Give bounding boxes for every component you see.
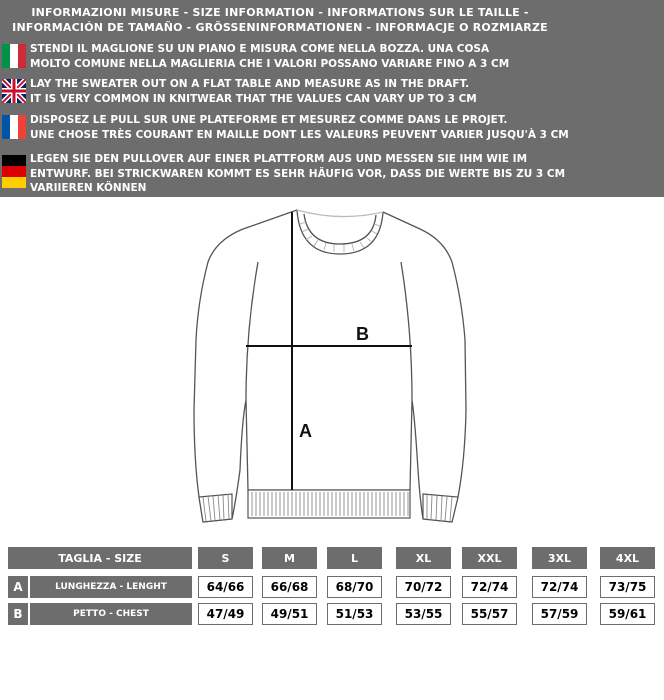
size-col-m: M [262, 547, 317, 569]
size-col-l: L [327, 547, 382, 569]
measure-label-a: A [299, 421, 312, 441]
size-col-4xl: 4XL [600, 547, 655, 569]
english-line-1: LAY THE SWEATER OUT ON A FLAT TABLE AND MEASURE AS IN THE DRAFT. [30, 78, 470, 90]
banner-title-line2: INFORMACIÓN DE TAMAÑO - GRÖSSENINFORMATIONEN - INFORMACJE O ROZMIARZE [12, 21, 548, 34]
collar-ribbing [300, 222, 380, 252]
sweater-outline [194, 210, 466, 522]
size-col-s: S [198, 547, 253, 569]
uk-flag-icon [2, 79, 26, 103]
length-m: 66/68 [262, 576, 317, 598]
size-header-label: TAGLIA - SIZE [8, 547, 192, 569]
german-line-3: VARIIEREN KÖNNEN [30, 182, 147, 194]
row-letter-b: B [8, 603, 28, 625]
french-instructions [30, 113, 569, 142]
chest-xl: 53/55 [396, 603, 451, 625]
french-line-1: DISPOSEZ LE PULL SUR UNE PLATEFORME ET MESUREZ COMME DANS LE PROJET. [30, 114, 508, 126]
length-s: 64/66 [198, 576, 253, 598]
chest-4xl: 59/61 [600, 603, 655, 625]
sweater-diagram [0, 197, 664, 537]
italy-flag-icon [2, 44, 26, 68]
length-4xl: 73/75 [600, 576, 655, 598]
row-letter-a: A [8, 576, 28, 598]
size-col-xl: XL [396, 547, 451, 569]
size-col-3xl: 3XL [532, 547, 587, 569]
german-line-2: ENTWURF. BEI STRICKWAREN KOMMT ES SEHR HÄUFIG VOR, DASS DIE WERTE BIS ZU 3 CM [30, 167, 566, 180]
chest-3xl: 57/59 [532, 603, 587, 625]
france-flag-icon [2, 115, 26, 139]
germany-flag-icon [2, 155, 26, 188]
length-l: 68/70 [327, 576, 382, 598]
chest-xxl: 55/57 [462, 603, 517, 625]
chest-s: 47/49 [198, 603, 253, 625]
left-sleeve-seam [246, 262, 258, 400]
banner-title-line1: INFORMAZIONI MISURE - SIZE INFORMATION - INFORMATIONS SUR LE TAILLE - [31, 6, 529, 19]
info-banner [0, 0, 664, 197]
chest-l: 51/53 [327, 603, 382, 625]
french-line-2: UNE CHOSE TRÈS COURANT EN MAILLE DONT LES VALEURS PEUVENT VARIER JUSQU'À 3 CM [30, 128, 569, 141]
german-line-1: LEGEN SIE DEN PULLOVER AUF EINER PLATTFORM AUS UND MESSEN SIE IHM WIE IM [30, 153, 528, 165]
size-col-xxl: XXL [462, 547, 517, 569]
row-label-length: LUNGHEZZA - LENGHT [30, 576, 192, 598]
chest-m: 49/51 [262, 603, 317, 625]
collar-inner [304, 214, 376, 244]
german-instructions [30, 152, 565, 196]
italian-line-1: STENDI IL MAGLIONE SU UN PIANO E MISURA COME NELLA BOZZA. UNA COSA [30, 43, 490, 55]
italian-line-2: MOLTO COMUNE NELLA MAGLIERIA CHE I VALORI POSSANO VARIARE FINO A 3 CM [30, 57, 510, 70]
italian-instructions [30, 42, 509, 71]
left-cuff [199, 494, 232, 522]
right-sleeve-seam [401, 262, 412, 400]
row-label-chest: PETTO - CHEST [30, 603, 192, 625]
english-instructions [30, 77, 477, 106]
length-xl: 70/72 [396, 576, 451, 598]
length-3xl: 72/74 [532, 576, 587, 598]
hem-ribbing [248, 490, 410, 518]
english-line-2: IT IS VERY COMMON IN KNITWEAR THAT THE VALUES CAN VARY UP TO 3 CM [30, 92, 477, 105]
right-cuff [423, 494, 458, 522]
length-xxl: 72/74 [462, 576, 517, 598]
measure-label-b: B [356, 324, 369, 344]
